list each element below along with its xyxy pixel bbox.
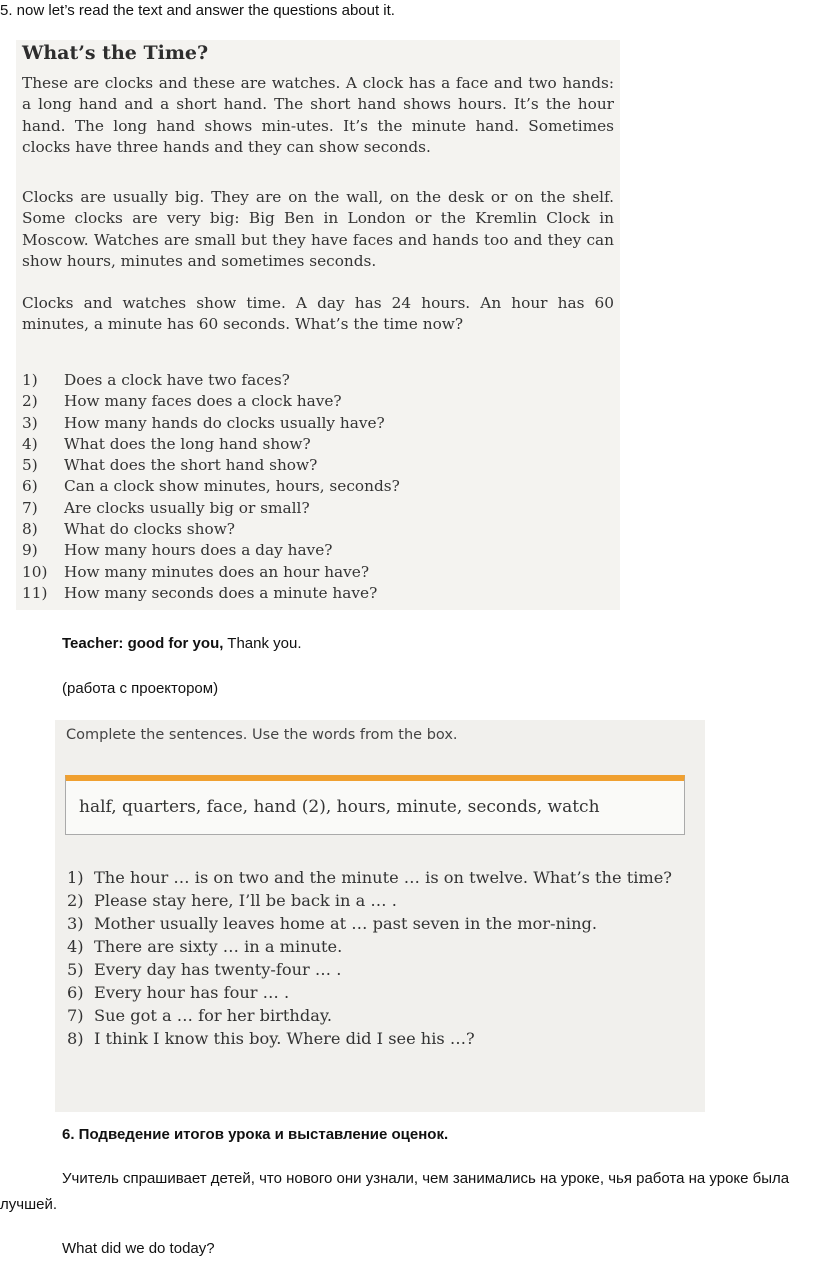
reading-paragraph-1: These are clocks and these are watches. A clock has a face and two hands: a long hand and a short hand. The short hand shows hours. It’s the hour hand. The long hand shows min-utes. It’s the minute hand. Sometimes clocks have three hands and they can show seconds. <box>22 74 614 156</box>
sentence-item-text: Please stay here, I’ll be back in a … . <box>94 891 397 910</box>
sentence-item-text: Every day has twenty-four … . <box>94 960 342 979</box>
summary-text: Учитель спрашивает детей, что нового они узнали, чем занимались на уроке, чья работа на уроке была лучшей. <box>0 1170 790 1213</box>
question-item-text: How many faces does a clock have? <box>64 392 342 411</box>
teacher-line <box>62 635 302 652</box>
section-6-heading: 6. Подведение итогов урока и выставление оценок. <box>62 1126 449 1143</box>
question-item-number: 11) <box>22 583 48 602</box>
question-item-text: What do clocks show? <box>64 520 235 539</box>
question-item <box>22 455 400 476</box>
question-item <box>22 540 400 561</box>
question-item-number: 3) <box>22 413 38 432</box>
sentence-item <box>67 1027 687 1050</box>
question-item <box>22 583 400 604</box>
sentence-item-text: There are sixty … in a minute. <box>94 937 343 956</box>
question-item <box>22 370 400 391</box>
sentence-item-text: I think I know this boy. Where did I see his …? <box>94 1029 475 1048</box>
question-item-number: 8) <box>22 520 38 539</box>
question-item <box>22 498 400 519</box>
question-item-text: How many seconds does a minute have? <box>64 583 378 602</box>
question-item-text: How many hands do clocks usually have? <box>64 413 385 432</box>
sentence-item-number: 5) <box>67 960 84 979</box>
sentence-item <box>67 958 687 981</box>
teacher-text: Thank you. <box>223 635 302 652</box>
exercise-instruction: Complete the sentences. Use the words from the box. <box>66 727 458 743</box>
sentence-item-number: 4) <box>67 937 84 956</box>
reading-title: What’s the Time? <box>22 42 209 64</box>
question-item-number: 2) <box>22 392 38 411</box>
sentence-item-text: Mother usually leaves home at … past seven in the mor-ning. <box>94 914 598 933</box>
question-item-number: 10) <box>22 562 48 581</box>
exercise-intro: 5. now let’s read the text and answer the questions about it. <box>0 2 395 19</box>
question-item-text: Are clocks usually big or small? <box>64 498 310 517</box>
question-item-number: 1) <box>22 371 38 389</box>
sentence-item-number: 2) <box>67 891 84 910</box>
projector-note: (работа с проектором) <box>62 680 219 697</box>
word-box-text: half, quarters, face, hand (2), hours, minute, seconds, watch <box>79 797 600 817</box>
sentence-list <box>67 866 687 1050</box>
question-item-number: 5) <box>22 456 38 475</box>
question-list <box>22 370 400 604</box>
sentence-item-number: 6) <box>67 983 84 1002</box>
question-item-text: How many minutes does an hour have? <box>64 562 370 581</box>
question-item <box>22 391 400 412</box>
question-item-number: 7) <box>22 498 38 517</box>
question-item-text: What does the long hand show? <box>64 434 311 453</box>
sentence-item-text: Sue got a … for her birthday. <box>94 1006 332 1025</box>
question-item <box>22 476 400 497</box>
question-item-number: 9) <box>22 541 38 560</box>
question-item <box>22 434 400 455</box>
question-item <box>22 519 400 540</box>
sentence-item <box>67 912 687 935</box>
sentence-item <box>67 866 687 889</box>
question-item <box>22 413 400 434</box>
reading-paragraph-3: Clocks and watches show time. A day has 24 hours. An hour has 60 minutes, a minute has 60 seconds. What’s the time now? <box>22 294 614 334</box>
sentence-item-number: 7) <box>67 1006 84 1025</box>
teacher-label: Teacher: good for you, <box>62 635 224 652</box>
sentence-item <box>67 935 687 958</box>
question-item <box>22 562 400 583</box>
sentence-item <box>67 981 687 1004</box>
word-box <box>65 775 685 835</box>
summary-paragraph <box>0 1166 816 1218</box>
sentence-item <box>67 1004 687 1027</box>
question-item-number: 4) <box>22 434 38 453</box>
sentence-item-number: 3) <box>67 914 84 933</box>
question-item-text: Does a clock have two faces? <box>64 371 290 389</box>
question-item-text: Can a clock show minutes, hours, seconds? <box>64 477 400 496</box>
closing-question: What did we do today? <box>62 1240 215 1257</box>
sentence-item-number: 1) <box>67 868 84 887</box>
question-item-text: How many hours does a day have? <box>64 541 333 560</box>
reading-paragraph-2: Clocks are usually big. They are on the wall, on the desk or on the shelf. Some clocks are very big: Big Ben in London or the Kremlin Clock in Moscow. Watches are small but they have faces and hands too and they can show hours, minutes and sometimes seconds. <box>22 188 614 270</box>
sentence-item-text: Every hour has four … . <box>94 983 290 1002</box>
sentence-item <box>67 889 687 912</box>
sentence-item-text: The hour … is on two and the minute … is on twelve. What’s the time? <box>94 868 672 887</box>
sentence-item-number: 8) <box>67 1029 84 1048</box>
question-item-number: 6) <box>22 477 38 496</box>
exercise-scan <box>55 720 705 1112</box>
question-item-text: What does the short hand show? <box>64 456 318 475</box>
reading-scan <box>16 40 620 610</box>
